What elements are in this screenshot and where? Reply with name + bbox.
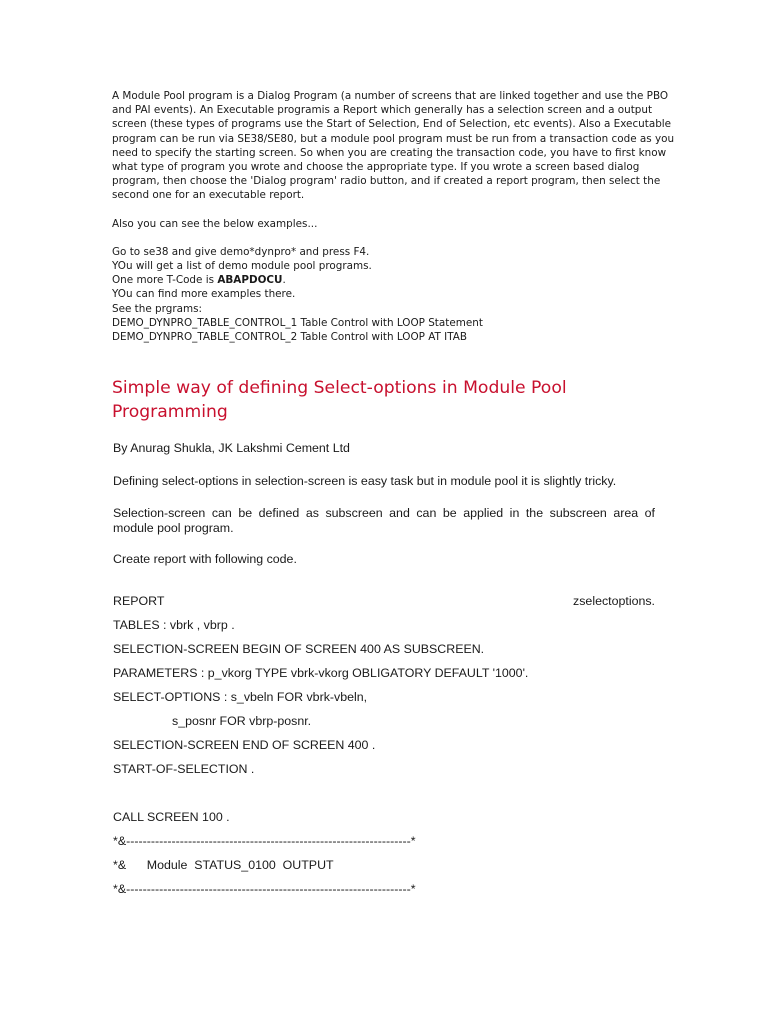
code-select-options-2: s_posnr FOR vbrp-posnr. (172, 714, 312, 728)
demo-program-1: DEMO_DYNPRO_TABLE_CONTROL_1 Table Control with LOOP Statement (112, 316, 483, 329)
code-parameters: PARAMETERS : p_vkorg TYPE vbrk-vkorg OBLIGATORY DEFAULT '1000'. (113, 666, 529, 680)
article-title: Simple way of defining Select-options in Module Pool Programming (112, 378, 567, 422)
step-tcode-prefix: One more T-Code is (112, 274, 218, 287)
code-report-line (113, 594, 655, 609)
step-tcode (112, 273, 657, 287)
step-se38: Go to se38 and give demo*dynpro* and press F4. (112, 245, 370, 258)
code-comment-module: *& Module STATUS_0100 OUTPUT (113, 858, 334, 872)
step-more: YOu can find more examples there. (112, 288, 296, 301)
code-selection-end: SELECTION-SCREEN END OF SCREEN 400 . (113, 738, 376, 752)
intro-line: what type of program you wrote and choose the appropriate type. If you wrote a screen based dialog (112, 161, 640, 174)
step-see: See the prgrams: (112, 302, 202, 315)
tcode-abapdocu: ABAPDOCU (217, 274, 283, 287)
step-tcode-suffix: . (282, 274, 286, 287)
article-para-2: Selection-screen can be defined as subscreen and can be applied in the subscreen area of module pool program. (113, 506, 655, 535)
code-call-screen: CALL SCREEN 100 . (113, 810, 230, 824)
intro-line: screen (these types of programs use the Start of Selection, End of Selection, etc events). Also a Executable (112, 118, 672, 131)
intro-line: program can be run via SE38/SE80, but a module pool program must be run from a transaction code as you (112, 132, 675, 145)
article-byline: By Anurag Shukla, JK Lakshmi Cement Ltd (113, 441, 350, 455)
intro-line: second one for an executable report. (112, 189, 305, 202)
intro-line: need to specify the starting screen. So when you are creating the transaction code, you have to first know (112, 146, 667, 159)
code-selection-begin: SELECTION-SCREEN BEGIN OF SCREEN 400 AS SUBSCREEN. (113, 642, 485, 656)
code-comment-rule-bottom: *&---------------------------------------------------------------------* (113, 882, 416, 896)
intro-line: A Module Pool program is a Dialog Program (a number of screens that are linked together and use the PBO (112, 90, 669, 102)
article-para-3: Create report with following code. (113, 552, 297, 566)
code-report-name: zselectoptions. (573, 594, 655, 608)
article-para-1: Defining select-options in selection-screen is easy task but in module pool it is slightly tricky. (113, 474, 617, 488)
code-tables: TABLES : vbrk , vbrp . (113, 618, 235, 632)
intro-section (112, 89, 675, 344)
code-report-keyword: REPORT (113, 594, 165, 608)
intro-line: and PAI events). An Executable programis a Report which generally has a selection screen and a output (112, 104, 653, 117)
demo-program-2: DEMO_DYNPRO_TABLE_CONTROL_2 Table Control with LOOP AT ITAB (112, 331, 468, 344)
code-select-options: SELECT-OPTIONS : s_vbeln FOR vbrk-vbeln, (113, 690, 368, 704)
code-comment-rule-top: *&---------------------------------------------------------------------* (113, 834, 416, 848)
intro-line: program, then choose the 'Dialog program' radio button, and if created a report program, then select the (112, 175, 661, 188)
step-list: YOu will get a list of demo module pool programs. (112, 260, 372, 273)
code-start-of-selection: START-OF-SELECTION . (113, 762, 255, 776)
intro-also: Also you can see the below examples... (112, 217, 318, 230)
